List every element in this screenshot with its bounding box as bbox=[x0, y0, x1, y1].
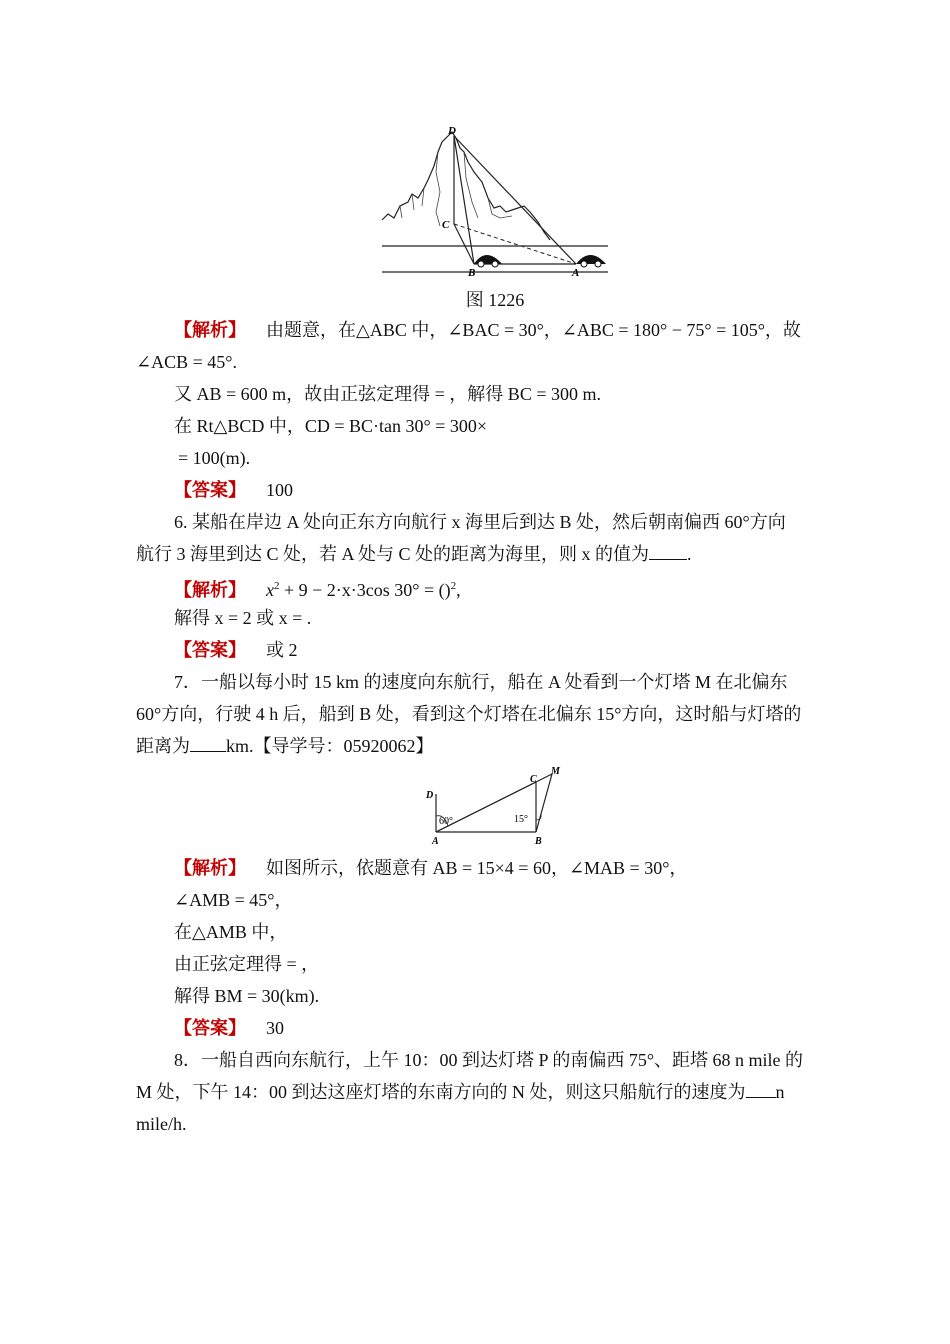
q7-line1: 7．一船以每小时 15 km 的速度向东航行，船在 A 处看到一个灯塔 M 在北偏东 bbox=[174, 672, 788, 692]
answer-tag: 【答案】 bbox=[174, 640, 246, 660]
label-c: C bbox=[530, 774, 537, 785]
q5-answer: 100 bbox=[266, 480, 293, 500]
analysis-tag: 【解析】 bbox=[174, 580, 246, 600]
q6-var-x: x bbox=[266, 580, 274, 600]
angle-15-label: 15° bbox=[514, 814, 528, 825]
q6-analysis-expr: + 9 − 2·x·3cos 30° = () bbox=[279, 580, 451, 600]
q6-line2-end: . bbox=[687, 544, 692, 564]
q5-analysis-line5: = 100(m). bbox=[178, 448, 251, 468]
q7-answer: 30 bbox=[266, 1018, 284, 1038]
q6-line2 bbox=[136, 542, 692, 566]
label-c: C bbox=[442, 219, 450, 231]
segment-bm bbox=[536, 774, 552, 832]
q7-line2: 60°方向，行驶 4 h 后，船到 B 处，看到这个灯塔在北偏东 15°方向，这时船与灯塔的 bbox=[136, 704, 802, 724]
figure-caption: 图 1226 bbox=[465, 290, 525, 310]
q8-answer-blank bbox=[746, 1081, 776, 1098]
q6-answer: 或 2 bbox=[266, 640, 298, 660]
q5-analysis-line4: 在 Rt△BCD 中，CD = BC·tan 30° = 300× bbox=[174, 416, 488, 436]
mountain-ridge bbox=[436, 152, 440, 226]
label-d: D bbox=[426, 790, 434, 801]
q5-analysis-text1: 由题意，在△ABC 中，∠BAC = 30°，∠ABC = 180° − 75° = 105°，故 bbox=[266, 320, 801, 340]
q7-analysis-line1 bbox=[174, 856, 687, 880]
q6-analysis-comma: , bbox=[456, 580, 461, 600]
q8-line2-text: M 处，下午 14：00 到达这座灯塔的东南方向的 N 处，则这只船航行的速度为 bbox=[136, 1082, 746, 1102]
q5-analysis-line3: 又 AB = 600 m，故由正弦定理得 = ，解得 BC = 300 m. bbox=[174, 384, 601, 404]
q6-answer-blank bbox=[649, 543, 687, 560]
label-d: D bbox=[448, 125, 456, 137]
q7-answer-blank bbox=[190, 735, 226, 752]
q6-sup2: 2 bbox=[450, 580, 457, 592]
q6-sup1: 2 bbox=[274, 580, 280, 592]
answer-tag: 【答案】 bbox=[174, 480, 246, 500]
q6-analysis-line1 bbox=[174, 574, 461, 602]
q7-analysis-line3: 在△AMB 中， bbox=[174, 922, 288, 942]
car-a-icon bbox=[576, 255, 606, 264]
q8-line2 bbox=[136, 1080, 785, 1104]
q8-line1: 8．一船自西向东航行，上午 10：00 到达灯塔 P 的南偏西 75°、距塔 68 n mile 的 bbox=[174, 1050, 804, 1070]
q8-line3: mile/h. bbox=[136, 1114, 187, 1134]
mountain-ridge-3 bbox=[488, 198, 512, 218]
q7-line3-text: 距离为 bbox=[136, 736, 190, 756]
analysis-tag: 【解析】 bbox=[174, 858, 246, 878]
q5-answer-line bbox=[174, 478, 293, 502]
mountain-detail bbox=[400, 188, 424, 218]
q7-line3 bbox=[136, 734, 434, 758]
label-a: A bbox=[572, 267, 580, 278]
q7-analysis-line5: 解得 BM = 30(km). bbox=[174, 986, 320, 1006]
q6-line2-text: 航行 3 海里到达 C 处，若 A 处与 C 处的距离为海里，则 x 的值为 bbox=[136, 544, 650, 564]
q6-analysis-line2: 解得 x = 2 或 x = . bbox=[174, 608, 312, 628]
mountain-ridge-2 bbox=[464, 152, 478, 218]
q7-line3-tail: km.【导学号：05920062】 bbox=[226, 736, 434, 756]
label-a: A bbox=[432, 836, 439, 847]
mountain-figure bbox=[378, 122, 610, 278]
lighthouse-figure bbox=[424, 764, 566, 850]
q5-analysis-line2: ∠ACB = 45°. bbox=[136, 352, 237, 372]
label-m: M bbox=[551, 766, 560, 777]
q8-line2-tail: n bbox=[775, 1082, 785, 1102]
q7-analysis-text1: 如图所示，依题意有 AB = 15×4 = 60，∠MAB = 30°， bbox=[266, 858, 688, 878]
analysis-tag: 【解析】 bbox=[174, 320, 246, 340]
segment-da bbox=[454, 136, 576, 264]
q6-answer-line bbox=[174, 638, 298, 662]
q5-analysis-line1 bbox=[174, 318, 801, 342]
q7-analysis-line2: ∠AMB = 45°， bbox=[174, 890, 293, 910]
label-b: B bbox=[535, 836, 542, 847]
q6-line1: 6. 某船在岸边 A 处向正东方向航行 x 海里后到达 B 处，然后朝南偏西 60°方向 bbox=[174, 512, 786, 532]
angle-60-label: 60° bbox=[439, 816, 453, 827]
q7-analysis-line4: 由正弦定理得 = ， bbox=[174, 954, 320, 974]
q7-answer-line bbox=[174, 1016, 284, 1040]
label-b: B bbox=[468, 267, 476, 278]
answer-tag: 【答案】 bbox=[174, 1018, 246, 1038]
